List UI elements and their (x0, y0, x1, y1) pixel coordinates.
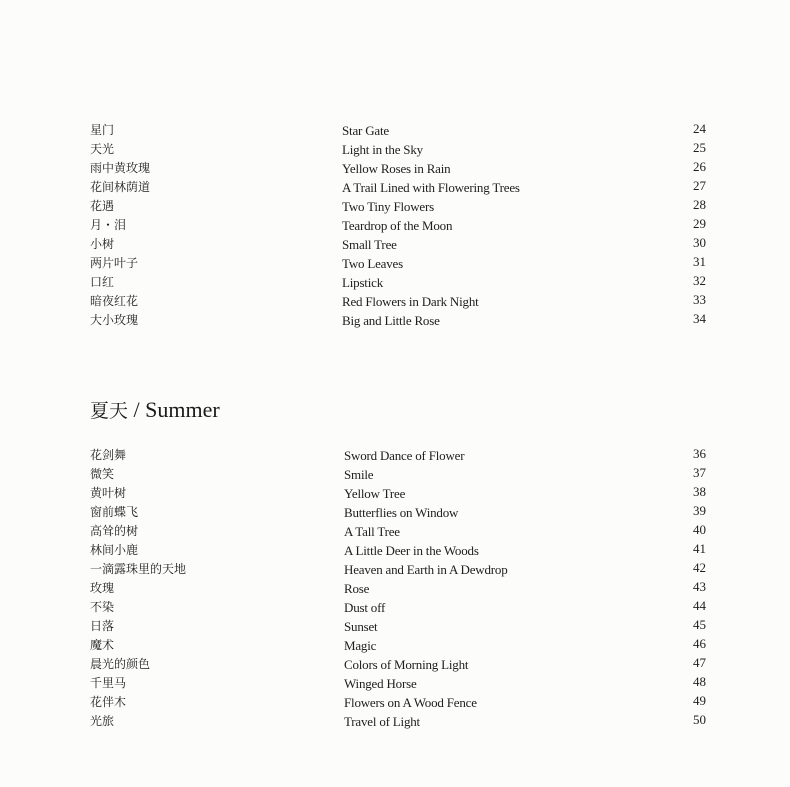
entry-page-number: 41 (693, 541, 706, 556)
toc-entry (0, 311, 790, 330)
entry-page-number: 40 (693, 522, 706, 537)
toc-entry (0, 140, 790, 159)
entry-title-zh: 两片叶子 (90, 256, 139, 270)
toc-entry (0, 560, 790, 579)
entry-page-number: 25 (693, 140, 706, 155)
toc-entry (0, 235, 790, 254)
entry-page-number: 33 (693, 292, 706, 307)
toc-entry (0, 541, 790, 560)
toc-entry (0, 522, 790, 541)
entry-title-zh: 窗前蝶飞 (90, 505, 139, 519)
entry-title-en: Star Gate (342, 123, 389, 138)
entry-page-number: 34 (693, 311, 706, 326)
entry-title-en: Red Flowers in Dark Night (342, 294, 479, 309)
entry-page-number: 31 (693, 254, 706, 269)
toc-entry (0, 216, 790, 235)
entry-title-en: Dust off (344, 600, 386, 615)
entry-title-zh: 高耸的树 (90, 524, 139, 538)
entry-title-zh: 一滴露珠里的天地 (90, 562, 187, 576)
entry-title-zh: 小树 (90, 237, 115, 251)
toc-list-summer (0, 446, 790, 731)
entry-title-zh: 大小玫瑰 (90, 313, 139, 327)
toc-entry (0, 655, 790, 674)
entry-title-zh: 魔术 (90, 638, 115, 652)
toc-entry (0, 197, 790, 216)
entry-page-number: 46 (693, 636, 706, 651)
entry-page-number: 48 (693, 674, 706, 689)
toc-entry (0, 465, 790, 484)
entry-title-en: Rose (344, 581, 370, 596)
entry-title-en: Heaven and Earth in A Dewdrop (344, 562, 508, 577)
toc-entry (0, 121, 790, 140)
toc-entry (0, 693, 790, 712)
toc-entry (0, 159, 790, 178)
section-title-separator: / (128, 397, 146, 422)
section-heading-summer (90, 396, 220, 425)
entry-title-zh: 月・泪 (90, 218, 127, 232)
entry-page-number: 50 (693, 712, 706, 727)
entry-title-en: Smile (344, 467, 374, 482)
entry-title-zh: 花剑舞 (90, 448, 127, 462)
toc-entry (0, 674, 790, 693)
entry-page-number: 30 (693, 235, 706, 250)
entry-title-en: Sunset (344, 619, 378, 634)
entry-title-zh: 不染 (90, 600, 115, 614)
toc-entry (0, 579, 790, 598)
entry-title-zh: 口红 (90, 275, 115, 289)
toc-list-spring (0, 121, 790, 330)
entry-title-en: Two Tiny Flowers (342, 199, 434, 214)
entry-page-number: 44 (693, 598, 706, 613)
entry-title-zh: 晨光的颜色 (90, 657, 151, 671)
entry-title-en: Small Tree (342, 237, 397, 252)
toc-entry (0, 598, 790, 617)
entry-title-en: Yellow Tree (344, 486, 406, 501)
toc-entry (0, 636, 790, 655)
entry-title-zh: 玫瑰 (90, 581, 115, 595)
entry-page-number: 49 (693, 693, 706, 708)
section-title-zh: 夏天 (90, 400, 129, 422)
entry-page-number: 42 (693, 560, 706, 575)
entry-title-en: Two Leaves (342, 256, 403, 271)
entry-page-number: 37 (693, 465, 706, 480)
entry-page-number: 26 (693, 159, 706, 174)
entry-title-en: A Trail Lined with Flowering Trees (342, 180, 520, 195)
entry-title-zh: 星门 (90, 123, 115, 137)
toc-entry (0, 254, 790, 273)
entry-title-zh: 黄叶树 (90, 486, 127, 500)
entry-title-en: A Tall Tree (344, 524, 400, 539)
entry-title-en: Flowers on A Wood Fence (344, 695, 477, 710)
entry-page-number: 47 (693, 655, 706, 670)
entry-title-zh: 天光 (90, 142, 115, 156)
toc-entry (0, 617, 790, 636)
toc-entry (0, 273, 790, 292)
entry-title-en: Magic (344, 638, 377, 653)
entry-title-en: Travel of Light (344, 714, 420, 729)
toc-entry (0, 446, 790, 465)
entry-title-zh: 千里马 (90, 676, 127, 690)
entry-title-zh: 花伴木 (90, 695, 127, 709)
entry-page-number: 43 (693, 579, 706, 594)
entry-title-zh: 雨中黄玫瑰 (90, 161, 151, 175)
entry-page-number: 32 (693, 273, 706, 288)
entry-page-number: 28 (693, 197, 706, 212)
toc-entry (0, 712, 790, 731)
entry-title-en: Big and Little Rose (342, 313, 440, 328)
entry-title-en: Teardrop of the Moon (342, 218, 453, 233)
entry-title-en: Light in the Sky (342, 142, 423, 157)
entry-title-zh: 日落 (90, 619, 115, 633)
toc-entry (0, 292, 790, 311)
entry-title-en: Lipstick (342, 275, 384, 290)
section-title-en: Summer (145, 397, 220, 422)
entry-title-en: Butterflies on Window (344, 505, 459, 520)
entry-title-zh: 花间林荫道 (90, 180, 151, 194)
entry-title-zh: 花遇 (90, 199, 115, 213)
entry-title-en: A Little Deer in the Woods (344, 543, 479, 558)
entry-title-en: Sword Dance of Flower (344, 448, 465, 463)
entry-title-zh: 微笑 (90, 467, 115, 481)
entry-title-zh: 林间小鹿 (90, 543, 139, 557)
entry-page-number: 39 (693, 503, 706, 518)
toc-entry (0, 484, 790, 503)
toc-entry (0, 503, 790, 522)
entry-page-number: 36 (693, 446, 706, 461)
entry-title-en: Colors of Morning Light (344, 657, 469, 672)
entry-title-zh: 暗夜红花 (90, 294, 139, 308)
toc-entry (0, 178, 790, 197)
entry-page-number: 29 (693, 216, 706, 231)
entry-title-en: Winged Horse (344, 676, 417, 691)
entry-page-number: 38 (693, 484, 706, 499)
entry-page-number: 27 (693, 178, 706, 193)
entry-title-en: Yellow Roses in Rain (342, 161, 451, 176)
entry-page-number: 45 (693, 617, 706, 632)
entry-title-zh: 光旅 (90, 714, 115, 728)
entry-page-number: 24 (693, 121, 706, 136)
